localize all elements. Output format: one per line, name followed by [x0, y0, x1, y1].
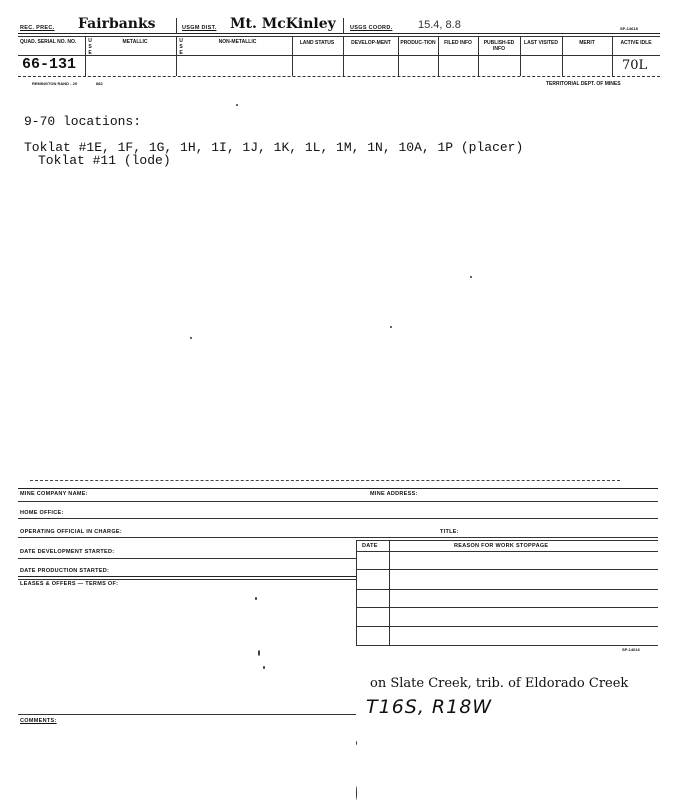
- usgm-dist-value: Mt. McKinley: [230, 16, 336, 32]
- date-production-started-label: DATE PRODUCTION STARTED:: [20, 568, 110, 574]
- footer-right: TERRITORIAL DEPT. OF MINES: [546, 81, 621, 87]
- comments-label: COMMENTS:: [20, 718, 57, 724]
- placer-locations: Toklat #1E, 1F, 1G, 1H, 1I, 1J, 1K, 1L, 1M, 1N, 10A, 1P (placer): [24, 140, 524, 155]
- mine-company-name-label: MINE COMPANY NAME:: [20, 491, 88, 497]
- leases-offers-label: LEASES & OFFERS — TERMS OF:: [20, 581, 119, 587]
- active-idle-value: 70L: [622, 58, 648, 73]
- locations-heading: 9-70 locations:: [24, 114, 142, 129]
- footer-left: REMINGTON RAND - 20: [32, 81, 78, 86]
- filed-info-label: FILED INFO: [444, 40, 472, 46]
- form-code-bottom: SP-14616: [622, 647, 640, 652]
- non-metallic-label: NON-METALLIC: [218, 39, 257, 45]
- published-info-label: PUBLISH-ED INFO: [483, 40, 515, 52]
- reason-label: REASON FOR WORK STOPPAGE: [454, 543, 549, 549]
- operating-official-label: OPERATING OFFICIAL IN CHARGE:: [20, 529, 122, 535]
- mine-address-label: MINE ADDRESS:: [370, 491, 418, 497]
- usgm-dist-label: USGM DIST.: [182, 25, 217, 31]
- use-letters-2: U S E: [179, 38, 183, 56]
- title-label: TITLE:: [440, 529, 459, 535]
- lode-location: Toklat #11 (lode): [38, 153, 171, 168]
- land-status-label: LAND STATUS: [299, 40, 335, 46]
- production-label: PRODUC-TION: [400, 40, 436, 46]
- development-label: DEVELOP-MENT: [351, 40, 391, 46]
- serial-value: 66-131: [22, 56, 77, 73]
- quad-serial-label: QUAD. SERIAL NO. NO.: [20, 39, 77, 45]
- footer-left-code: 882: [96, 81, 103, 86]
- date-label: DATE: [362, 543, 378, 549]
- usgs-coord-label: USGS COORD.: [350, 25, 393, 31]
- active-idle-label: ACTIVE IDLE: [620, 40, 652, 46]
- merit-label: MERIT: [579, 40, 595, 46]
- usgs-coord-value: 15.4, 8.8: [418, 19, 461, 31]
- last-visited-label: LAST VISITED: [524, 40, 558, 46]
- metallic-label: METALLIC: [122, 39, 148, 45]
- rec-prec-label: REC. PREC.: [20, 25, 55, 31]
- date-development-started-label: DATE DEVELOPMENT STARTED:: [20, 549, 115, 555]
- form-code-top: SP-14618: [620, 26, 638, 31]
- home-office-label: HOME OFFICE:: [20, 510, 64, 516]
- rec-prec-value: Fairbanks: [78, 16, 156, 32]
- handwritten-township-range: T16S, R18W: [366, 696, 493, 718]
- location-note: on Slate Creek, trib. of Eldorado Creek: [370, 676, 629, 691]
- use-letters: U S E: [88, 38, 92, 56]
